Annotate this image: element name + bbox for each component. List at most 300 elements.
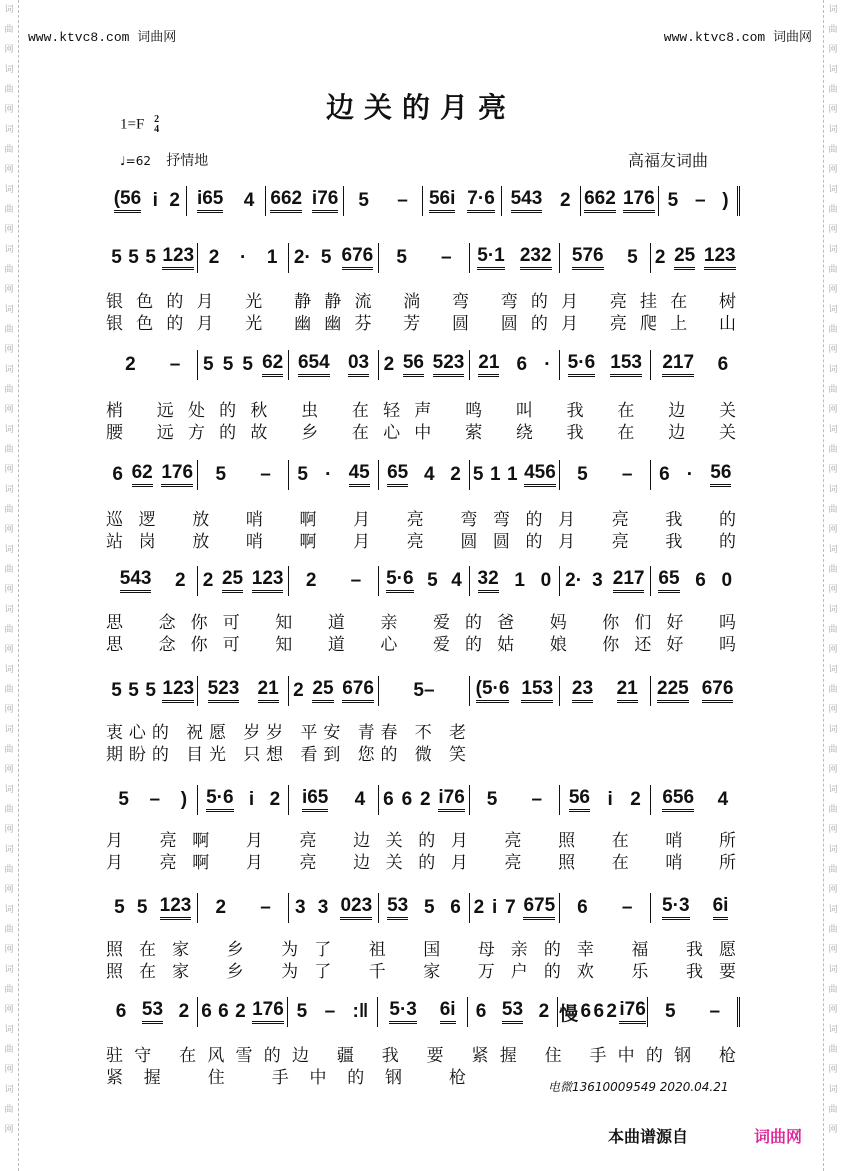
note-group: 5 [145,680,156,701]
watermark-char: 曲 [4,865,14,875]
note-group: 2 [235,1001,246,1022]
note-group: 176 [623,189,655,213]
watermark-char: 曲 [828,145,838,155]
measure [108,785,198,815]
note-group: 1 [489,464,501,485]
note-group: – [149,789,161,810]
watermark-char: 曲 [4,805,14,815]
watermark-char: 网 [828,705,838,715]
site-url-right[interactable]: www.ktvc8.com 词曲网 [663,30,812,45]
note-group: 676 [342,679,374,703]
note-group: 217 [662,353,694,377]
note-group: 5 [222,354,234,375]
measure [651,460,740,490]
note-group: 5 [118,789,129,810]
watermark-char: 网 [4,765,14,775]
note-group: i [491,897,498,918]
measure [198,243,288,273]
note-group: – [169,354,181,375]
note-group: 6 [218,1001,229,1022]
watermark-char: 词 [4,965,14,975]
note-group: 456 [524,463,556,487]
measure [560,893,650,923]
watermark-char: 词 [828,545,838,555]
note-group: 7·6 [467,189,494,213]
watermark-char: 曲 [4,25,14,35]
expression: 抒情地 [166,153,209,169]
note-group: 45 [349,463,370,487]
watermark-char: 词 [828,605,838,615]
watermark-char: 网 [828,645,838,655]
note-group: 5 [297,464,308,485]
note-group: 5 [396,247,407,268]
watermark-char: 词 [4,785,14,795]
note-group: 5·6 [206,788,233,812]
note-group: 6 [201,1001,212,1022]
measure [288,997,378,1027]
source-site-link[interactable]: 词曲网 [754,1127,803,1146]
measure [198,997,288,1027]
watermark-char: 网 [828,465,838,475]
watermark-char: 网 [4,525,14,535]
note-group: – [621,897,633,918]
measure [379,350,469,380]
measure [423,186,502,216]
note-group: 2 [383,354,395,375]
note-group: 123 [162,679,194,703]
watermark-char: 曲 [828,385,838,395]
watermark-char: 词 [4,425,14,435]
watermark-char: 词 [828,845,838,855]
note-group: · [239,247,247,268]
watermark-char: 词 [828,785,838,795]
watermark-char: 网 [4,405,14,415]
note-group: 6 [695,570,706,591]
note-group: 6i [440,1000,456,1024]
note-group: 2 [215,897,227,918]
watermark-char: 词 [828,485,838,495]
note-group: 5·1 [477,246,504,270]
watermark-char: 词 [828,305,838,315]
note-group: 2 [202,570,214,591]
watermark-char: 词 [828,725,838,735]
note-group: 232 [520,246,552,270]
watermark-char: 词 [4,185,14,195]
note-group: 6 [717,354,729,375]
watermark-char: 网 [828,1005,838,1015]
lyric-line: 思 念你可 知 道 心 爱的姑 娘 你还好 吗 [106,635,736,652]
measure [289,350,379,380]
note-group: – [621,464,633,485]
note-group: 6 [475,1001,487,1022]
note-group: 2 [654,247,666,268]
lyric-line: 照在家 乡 为了 祖 国 母亲的幸 福 我愿 [106,940,736,957]
note-group: – [531,789,543,810]
watermark-char: 词 [828,185,838,195]
measure [379,566,469,596]
note-group: 慢 [559,1003,579,1025]
watermark-char: 词 [4,725,14,735]
lyric-line: 银色的月 光 幽幽芬 芳 圆 圆的月 亮爬上 山 [106,314,736,331]
note-group: 2· [565,570,583,591]
note-group: 5 [136,897,148,918]
watermark-char: 网 [828,825,838,835]
note-group: i76 [619,1000,645,1024]
note-group: 656 [662,788,694,812]
watermark-char: 网 [4,1065,14,1075]
note-group: 5 [145,247,156,268]
watermark-char: 网 [828,345,838,355]
lyric-line: 照在家 乡 为了 千 家 万户的欢 乐 我要 [106,962,736,979]
watermark-char: 词 [828,245,838,255]
note-group: 2 [208,247,220,268]
watermark-char: 网 [4,945,14,955]
watermark-char: 曲 [4,685,14,695]
watermark-char: 词 [828,425,838,435]
note-group: 5 [202,354,214,375]
measure [108,460,198,490]
note-group: 65 [658,569,679,593]
author: 高福友词曲 [628,151,709,170]
note-group: 123 [160,896,192,920]
watermark-char: 网 [828,165,838,175]
note-group: 5 [128,247,139,268]
notation-row [108,997,740,1027]
note-group: 0 [540,570,552,591]
notation-row [108,460,740,490]
measure [651,785,740,815]
watermark-char: 词 [4,65,14,75]
note-group: – [324,1001,336,1022]
note-group: 023 [340,896,372,920]
watermark-char: 网 [828,45,838,55]
left-watermark-strip [0,0,19,1171]
note-group: · [325,464,332,485]
watermark-char: 网 [828,1065,838,1075]
note-group: 676 [702,679,734,703]
note-group: 2 [175,570,186,591]
note-group: 654 [298,353,330,377]
measure [108,893,198,923]
measure [379,676,469,706]
watermark-char: 网 [828,885,838,895]
watermark-char: 曲 [4,205,14,215]
watermark-char: 网 [4,165,14,175]
time-top: 2 [154,114,160,125]
measure [560,566,650,596]
note-group: 5 [664,1001,676,1022]
note-group: 4 [354,789,366,810]
watermark-char: 曲 [828,325,838,335]
measure [651,676,740,706]
note-group: 153 [521,679,553,703]
measure [581,186,660,216]
note-group: 5·3 [662,896,689,920]
note-group: 2· [293,247,311,268]
note-group: · [686,464,694,485]
measure [289,566,379,596]
watermark-char: 网 [828,525,838,535]
note-group: 5 [215,464,227,485]
measure [289,460,379,490]
note-group: 2 [450,464,461,485]
watermark-char: 网 [4,45,14,55]
note-group: 6 [516,354,528,375]
notation-row [108,893,740,923]
measure [502,186,581,216]
note-group: 25 [222,569,243,593]
lyric-line: 巡逻 放 哨 啊 月 亮 弯弯的月 亮 我 的 [106,510,736,527]
note-group: 2 [419,789,431,810]
note-group: 25 [312,679,333,703]
note-group: 1 [507,464,518,485]
note-group: 153 [610,353,642,377]
note-group: – [260,464,271,485]
lyric-line: 紧握 住 手中的钢 枪 [106,1068,466,1085]
measure [659,186,740,216]
watermark-char: 词 [4,845,14,855]
note-group: 5– [413,680,435,701]
note-group: 2 [560,190,571,211]
watermark-char: 网 [4,645,14,655]
note-group: 5 [128,680,139,701]
measure [470,460,560,490]
note-group: 6 [450,897,461,918]
watermark-char: 曲 [4,1105,14,1115]
note-group: 3 [294,897,306,918]
note-group: 2 [269,789,281,810]
notation-row [108,243,740,273]
note-group: 5 [242,354,253,375]
note-group: – [260,897,271,918]
watermark-char: 曲 [4,385,14,395]
note-group: 5·6 [568,353,595,377]
watermark-char: 曲 [4,145,14,155]
note-group: 2 [606,1001,617,1022]
measure [470,243,560,273]
notation-row [108,350,740,380]
watermark-char: 网 [4,1125,14,1135]
watermark-char: 词 [4,605,14,615]
watermark-char: 词 [828,1085,838,1095]
watermark-char: 曲 [4,565,14,575]
measure [470,893,560,923]
watermark-char: 词 [4,545,14,555]
watermark-char: 曲 [4,745,14,755]
note-group: 2 [630,789,641,810]
watermark-char: 曲 [828,685,838,695]
note-group: 4 [423,464,435,485]
lyric-line: 腰 远方的故 乡 在心中 萦 绕 我 在 边 关 [106,423,736,440]
measure [379,785,469,815]
watermark-char: 词 [4,305,14,315]
watermark-char: 网 [828,285,838,295]
note-group: 5 [423,897,435,918]
measure [651,350,740,380]
watermark-char: 网 [828,225,838,235]
watermark-char: 曲 [4,1045,14,1055]
note-group: 53 [502,1000,523,1024]
watermark-char: 网 [4,705,14,715]
measure [651,243,740,273]
watermark-char: 词 [4,1025,14,1035]
watermark-char: 网 [4,885,14,895]
measure [470,566,560,596]
note-group: 523 [208,679,240,703]
measure [560,460,650,490]
note-group: 6 [115,1001,127,1022]
key-signature [120,115,159,135]
note-group: 5 [111,680,122,701]
note-group: – [709,1001,721,1022]
note-group: 03 [348,353,369,377]
measure [187,186,266,216]
measure [470,350,560,380]
note-group: – [397,190,408,211]
lyric-line: 银色的月 光 静静流 淌 弯 弯的月 亮挂在 树 [106,292,736,309]
measure [198,893,288,923]
watermark-char: 网 [4,105,14,115]
measure [108,997,198,1027]
note-group: 2 [169,190,180,211]
note-group: 1 [514,570,525,591]
note-group: 0 [721,570,733,591]
note-group: 5 [114,897,125,918]
note-group: 5 [296,1001,308,1022]
note-group: i76 [438,788,464,812]
watermark-char: 词 [828,5,838,15]
measure [651,893,740,923]
watermark-char: 曲 [828,505,838,515]
note-group: i [152,190,158,211]
watermark-char: 曲 [828,745,838,755]
watermark-char: 曲 [4,625,14,635]
note-group: 4 [451,570,462,591]
note-group: 5 [358,190,369,211]
note-group: 32 [478,569,499,593]
watermark-char: 曲 [828,205,838,215]
note-group: · [544,354,551,375]
note-group: 676 [342,246,374,270]
note-group: 5 [486,789,498,810]
note-group: 3 [592,570,603,591]
watermark-char: 网 [828,945,838,955]
note-group: :‖ [352,1001,369,1022]
note-group: 6i [713,896,729,920]
note-group: 5 [667,190,679,211]
note-group: 56 [569,788,590,812]
key: 1=F [120,116,145,133]
watermark-char: 网 [4,225,14,235]
measure [198,350,288,380]
note-group: 6 [383,789,394,810]
time-signature [154,115,159,135]
note-group: 6 [112,464,123,485]
watermark-char: 曲 [828,865,838,875]
watermark-char: 词 [4,1085,14,1095]
watermark-char: 曲 [4,265,14,275]
measure [378,997,468,1027]
note-group: i65 [302,788,328,812]
measure [198,785,288,815]
watermark-char: 网 [4,465,14,475]
note-group: 7 [505,897,516,918]
measure [289,893,379,923]
watermark-char: 词 [828,365,838,375]
signature: 电微13610009549 2020.04.21 [548,1080,729,1094]
watermark-char: 曲 [828,85,838,95]
watermark-char: 词 [828,1025,838,1035]
note-group: 4 [717,789,729,810]
watermark-char: 网 [4,825,14,835]
note-group: 21 [617,679,638,703]
watermark-char: 词 [828,665,838,675]
note-group: 6 [580,1001,592,1022]
measure [289,785,379,815]
watermark-char: 曲 [4,325,14,335]
note-group: 576 [572,246,604,270]
note-group: 6 [401,789,413,810]
measure [560,676,650,706]
note-group: 2 [473,897,485,918]
measure [289,243,379,273]
measure [108,350,198,380]
note-group: – [350,570,362,591]
note-group: 5 [320,247,332,268]
measure [468,997,558,1027]
note-group: 5 [577,464,588,485]
watermark-char: 词 [828,65,838,75]
watermark-char: 词 [4,905,14,915]
measure [108,566,198,596]
watermark-char: 曲 [828,565,838,575]
note-group: 23 [572,679,593,703]
note-group: 5·3 [389,1000,416,1024]
note-group: 225 [657,679,689,703]
notation-row [108,676,740,706]
lyric-line: 月 亮啊 月 亮 边关的月 亮 照 在 哨 所 [106,831,736,848]
note-group: 675 [523,896,555,920]
watermark-char: 曲 [828,625,838,635]
note-group: i76 [312,189,338,213]
note-group: 2 [293,680,304,701]
song-title: 边关的月亮 [325,91,516,124]
lyric-line: 月 亮啊 月 亮 边关的月 亮 照 在 哨 所 [106,853,736,870]
measure [379,460,469,490]
watermark-char: 词 [4,485,14,495]
watermark-char: 网 [4,585,14,595]
note-group: 5 [427,570,438,591]
watermark-char: 词 [4,365,14,375]
measure [651,566,740,596]
note-group: i [607,789,613,810]
note-group: 21 [258,679,279,703]
lyric-line: 思 念你可 知 道 亲 爱的爸 妈 你们好 吗 [106,613,736,630]
measure [198,460,288,490]
site-url-left[interactable]: www.ktvc8.com 词曲网 [28,30,177,45]
measure [648,997,740,1027]
note-group: 65 [387,463,408,487]
note-group: 176 [161,463,193,487]
measure [560,243,650,273]
watermark-char: 曲 [4,85,14,95]
watermark-char: 曲 [4,985,14,995]
source-label: 本曲谱源自 [608,1127,689,1146]
measure [560,785,650,815]
note-group: 2 [125,354,136,375]
watermark-char: 词 [828,905,838,915]
note-group: 1 [266,247,278,268]
